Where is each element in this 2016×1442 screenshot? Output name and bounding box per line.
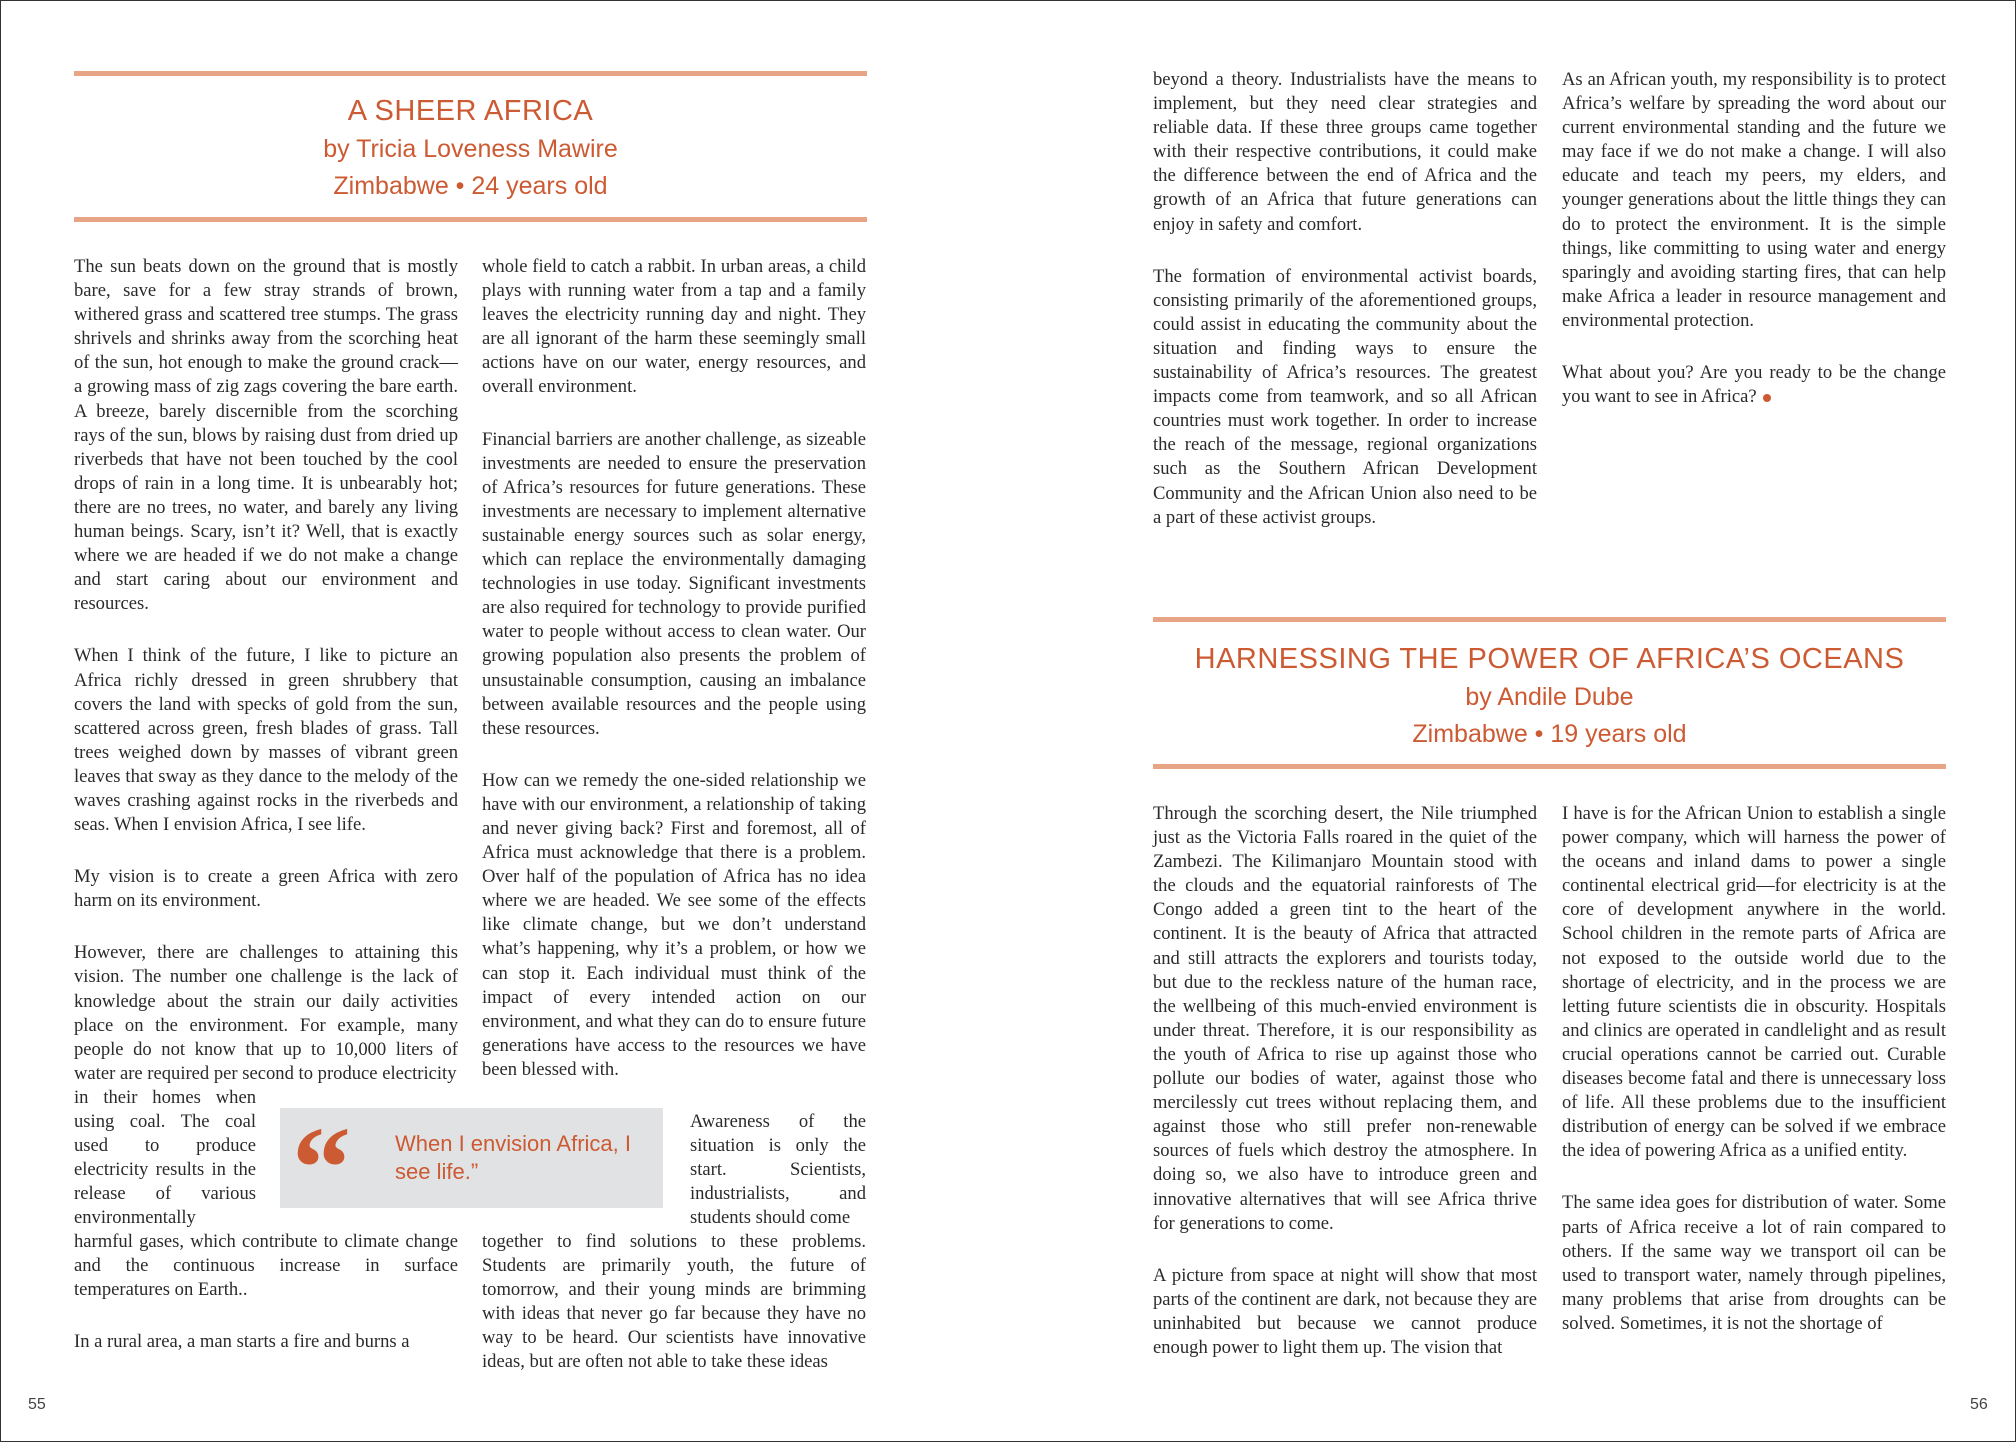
paragraph: The sun beats down on the ground that is mostly bare, save for a few stray strands of brown, withered grass and scattered tree stumps. The grass shrivels and shrinks away from the scorching heat of the sun, hot enough to make the ground crack—a growing mass of zig zags covering the bare earth. A breeze, barely discernible from the scorching rays of the sun, blows by raising dust from dried up riverbeds that have not been touched by the cool drops of rain in a long time. It is unbearably hot; there are no trees, no water, and barely any living human beings. Scary, isn’t it? Well, that is exactly where we are headed if we do not make a change and start caring about our environment and resources. — [74, 256, 458, 615]
article1-column-2-wrap — [690, 1110, 866, 1230]
paragraph: The same idea goes for distribution of water. Some parts of Africa receive a lot of rain compared to others. If the same way we transport oil can be used to transport water, namely through pipelines, many problems that arise from droughts can be solved. Sometimes, it is not the shortage of — [1562, 1192, 1946, 1334]
article1-meta: Zimbabwe • 24 years old — [333, 172, 608, 200]
article2-rule-top — [1153, 617, 1946, 622]
article1-column-2-cont — [482, 1230, 866, 1375]
paragraph: My vision is to create a green Africa with zero harm on its environment. — [74, 866, 458, 912]
closing-question: What about you? Are you ready to be the change you want to see in Africa? — [1562, 362, 1946, 408]
paragraph: The formation of environmental activist boards, consisting primarily of the aforementioned groups, could assist in educating the community about the situation and finding ways to ensure the sustainability of Africa’s resources. The greatest impacts come from teamwork, and so all African countries must work together. In order to increase the reach of the message, regional organizations such as the Southern African Development Community and the African Union also need to be a part of these activist groups. — [1153, 265, 1537, 528]
article2-author: by Andile Dube — [1465, 683, 1634, 711]
quote-mark-icon: “ — [292, 1102, 351, 1233]
article1-author: by Tricia Loveness Mawire — [323, 135, 618, 163]
paragraph: harmful gases, which contribute to climate change and the continuous increase in surface temperatures on Earth.. — [74, 1231, 458, 1301]
paragraph: Financial barriers are another challenge, as sizeable investments are needed to ensure the preservation of Africa’s resources for future generations. These investments are necessary to implement alternative sustainable energy sources such as solar energy, which can replace the environmentally damaging technologies in use today. Significant investments are also required for technology to provide purified water to people without access to clean water. Our growing population also presents the problem of unsustainable consumption, causing an imbalance between available resources and the people using these resources. — [482, 428, 866, 739]
paragraph: Awareness of the situation is only the start. Scientists, industrialists, and students should come — [690, 1111, 866, 1229]
end-mark-icon — [1763, 394, 1771, 402]
article1-column-2 — [482, 255, 866, 1082]
page-number-right: 56 — [1970, 1396, 1988, 1413]
article1-column-3 — [1153, 68, 1537, 530]
paragraph: When I think of the future, I like to picture an Africa richly dressed in green shrubbery that covers the land with specks of gold from the sun, scattered across green, fresh blades of grass. Tall trees weighed down by masses of vibrant green leaves that sway as they dance to the melody of the waves crashing against rocks in the riverbeds and seas. When I envision Africa, I see life. — [74, 645, 458, 836]
article1-column-1-cont — [74, 1230, 458, 1354]
article1-column-1-wrap — [74, 1086, 256, 1231]
paragraph: Through the scorching desert, the Nile triumphed just as the Victoria Falls roared in the quiet of the Zambezi. The Kilimanjaro Mountain stood with the clouds and the equatorial rainforests of The Congo added a green tint to the heart of the continent. It is the beauty of Africa that attracted and still attracts the explorers and tourists today, but due to the reckless nature of the human race, the wellbeing of this much-envied environment is under threat. Therefore, it is our responsibility as the youth of Africa to rise up against those who pollute our bodies of water, against those who mercilessly cut trees without replacing them, and against those who still prefer non-renewable sources of fuels which destroy the atmosphere. In doing so, we also have to introduce green and innovative alternatives that will see Africa thrive for generations to come. — [1153, 803, 1537, 1234]
paragraph: together to find solutions to these problems. Students are primarily youth, the future of tomorrow, and their young minds are brimming with ideas that never go far because they have no way to be heard. Our scientists have innovative ideas, but are often not able to take these ideas — [482, 1231, 866, 1373]
pull-quote — [280, 1102, 663, 1233]
article2-rule-bottom — [1153, 764, 1946, 769]
paragraph: As an African youth, my responsibility is to protect Africa’s welfare by spreading the word about our current environmental standing and the future we may face if we do not make a change. I will also educate and teach my peers, my elders, and younger generations about the little things they can do to protect the environment. It is the simple things, like committing to using water and energy sparingly and avoiding starting fires, that can help make Africa a leader in resource management and environmental protection. — [1562, 69, 1946, 331]
article1-column-4 — [1562, 68, 1946, 409]
paragraph: beyond a theory. Industrialists have the means to implement, but they need clear strategies and reliable data. If these three groups came together with their respective contributions, it could make the difference between the end of Africa and the growth of an Africa that future generations can enjoy in safety and comfort. — [1153, 69, 1537, 235]
article2-column-1 — [1153, 802, 1537, 1360]
article2-column-2 — [1562, 802, 1946, 1336]
article1-column-1 — [74, 255, 458, 1086]
paragraph: I have is for the African Union to establish a single power company, which will harness the power of the oceans and inland dams to power a single continental electrical grid—for electricity is at the core of development anywhere in the world. School children in the remote parts of Africa are not exposed to the outside world due to the shortage of electricity, and in the process we are letting future scientists die in obscurity. Hospitals and clinics are operated in candlelight and as result crucial operations cannot be carried out. Curable diseases become fatal and there is unnecessary loss of life. All these problems due to the insufficient distribution of energy can be solved if we embrace the idea of powering Africa as a unified entity. — [1562, 803, 1946, 1162]
paragraph: A picture from space at night will show that most parts of the continent are dark, not because they are uninhabited but because we cannot produce enough power to light them up. The vision that — [1153, 1264, 1537, 1358]
page-number-left: 55 — [28, 1396, 46, 1413]
paragraph: How can we remedy the one-sided relationship we have with our environment, a relationship of taking and never giving back? First and foremost, all of Africa must acknowledge that there is a problem. Over half of the population of Africa has no idea where we are headed. We see some of the effects like climate change, but we don’t understand what’s happening, why it’s a problem, or how we can stop it. Each individual must think of the impact of every intended action on our environment, and what they can do to ensure future generations have access to the resources we have been blessed with. — [482, 769, 866, 1080]
article2-meta: Zimbabwe • 19 years old — [1412, 720, 1687, 748]
article1-header — [74, 92, 867, 204]
pull-quote-text: When I envision Africa, I see life.” — [395, 1131, 631, 1184]
paragraph: in their homes when using coal. The coal used to produce electricity results in the release of various environmentally — [74, 1087, 256, 1229]
article1-title: A SHEER AFRICA — [347, 95, 594, 127]
paragraph: In a rural area, a man starts a fire and burns a — [74, 1331, 410, 1353]
paragraph: However, there are challenges to attaining this vision. The number one challenge is the lack of knowledge about the strain our daily activities place on the environment. For example, many people do not know that up to 10,000 liters of water are required per second to produce electricity — [74, 942, 458, 1084]
paragraph: whole field to catch a rabbit. In urban areas, a child plays with running water from a tap and a family leaves the electricity running day and night. They are all ignorant of the harm these seemingly small actions have on our water, energy resources, and overall environment. — [482, 256, 866, 398]
header-rule-top — [74, 71, 867, 76]
paragraph — [1562, 361, 1946, 409]
article2-title: HARNESSING THE POWER OF AFRICA’S OCEANS — [1194, 643, 1905, 675]
article2-header — [1153, 640, 1946, 752]
header-rule-bottom — [74, 217, 867, 222]
